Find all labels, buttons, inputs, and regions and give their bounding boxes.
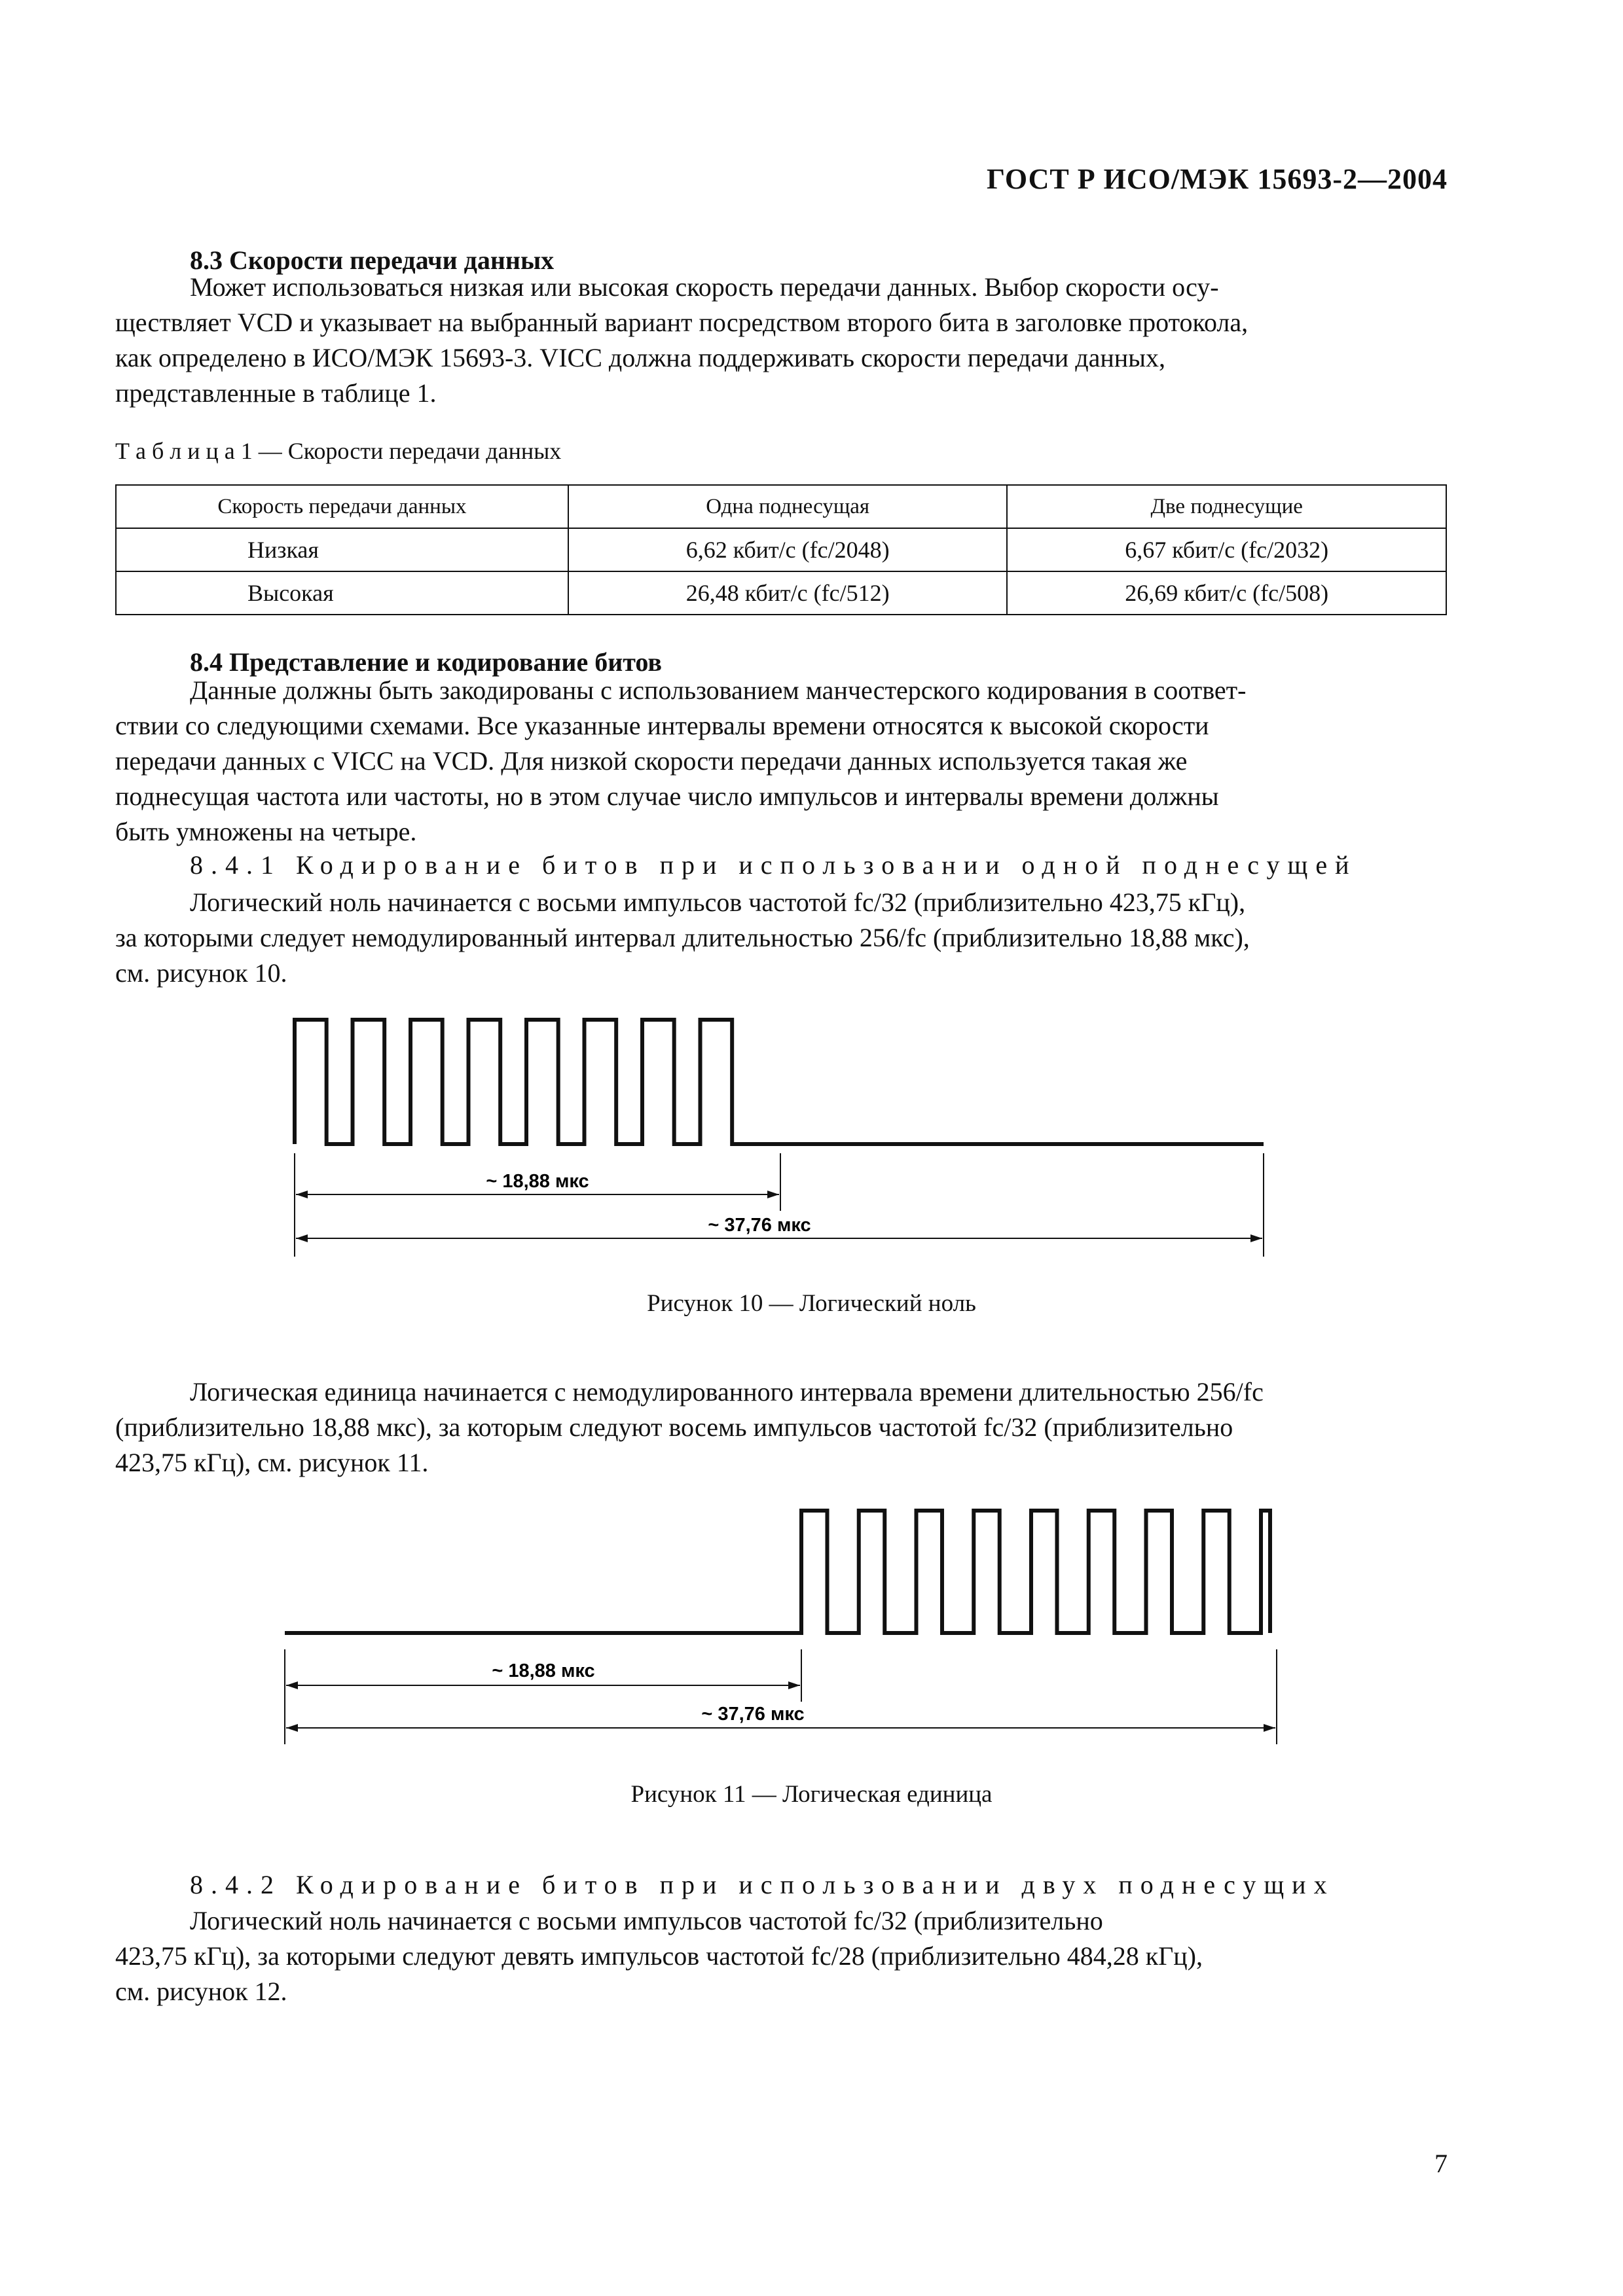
table-cell: Высокая (116, 571, 568, 615)
arrow-head (788, 1681, 800, 1689)
table-cell: 26,69 кбит/с (fc/508) (1007, 571, 1446, 615)
text-line: 423,75 кГц), за которыми следуют девять импульсов частотой fc/28 (приблизительно 484,28 кГц), (115, 1941, 1203, 1971)
figure-10-diagram (0, 982, 1623, 1283)
label-37-76-us: ~ 37,76 мкс (701, 1704, 805, 1725)
table-header-cell: Скорость передачи данных (116, 485, 568, 528)
table-cell: 26,48 кбит/с (fc/512) (568, 571, 1008, 615)
text-line: ствии со следующими схемами. Все указанные интервалы времени относятся к высокой скорости (115, 711, 1209, 740)
text-line: Логическая единица начинается с немодулированного интервала времени длительностью 256/fc (190, 1377, 1264, 1407)
arrow-head (286, 1681, 298, 1689)
text-line: передачи данных с VICC на VCD. Для низкой скорости передачи данных используется такая же (115, 746, 1188, 776)
figure-11-diagram (0, 1486, 1623, 1774)
text-line: см. рисунок 12. (115, 1977, 287, 2006)
text-line: за которыми следует немодулированный интервал длительностью 256/fc (приблизительно 18,88 мкс), (115, 923, 1250, 952)
section-8-4-heading: 8.4 Представление и кодирование битов (190, 647, 662, 677)
text-line: Логический ноль начинается с восьми импульсов частотой fc/32 (приблизительно 423,75 кГц), (190, 888, 1246, 917)
arrow-head (767, 1191, 779, 1198)
text-line: ществляет VCD и указывает на выбранный вариант посредством второго бита в заголовке протокола, (115, 308, 1249, 337)
section-8-3-heading: 8.3 Скорости передачи данных (190, 245, 555, 275)
section-8-4-text (115, 673, 1447, 850)
arrow-head (296, 1191, 308, 1198)
table-cell: Низкая (116, 528, 568, 571)
section-8-3-text (115, 270, 1447, 411)
data-rate-table (115, 484, 1447, 615)
table-row (116, 528, 1446, 571)
text-line: Может использоваться низкая или высокая скорость передачи данных. Выбор скорости осу- (190, 272, 1219, 302)
section-8-4-2-text (115, 1903, 1447, 2009)
section-8-4-1-heading: 8.4.1 Кодирование битов при использовании одной поднесущей (190, 850, 1357, 880)
label-18-88-us: ~ 18,88 мкс (486, 1171, 589, 1192)
table-header-cell: Две поднесущие (1007, 485, 1446, 528)
logic-zero-waveform (295, 1020, 1264, 1144)
section-8-4-1-text (115, 885, 1447, 991)
table-cell: 6,67 кбит/с (fc/2032) (1007, 528, 1446, 571)
document-header: ГОСТ Р ИСО/МЭК 15693-2—2004 (986, 163, 1448, 195)
section-8-4-2-heading: 8.4.2 Кодирование битов при использовании двух поднесущих (190, 1870, 1335, 1899)
label-37-76-us: ~ 37,76 мкс (708, 1215, 811, 1236)
arrow-head (296, 1234, 308, 1242)
arrow-head (1250, 1234, 1262, 1242)
text-line: см. рисунок 10. (115, 958, 287, 988)
table-header-row (116, 485, 1446, 528)
text-line: Данные должны быть закодированы с использованием манчестерского кодирования в соответ- (190, 675, 1247, 705)
text-line: как определено в ИСО/МЭК 15693-3. VICC должна поддерживать скорости передачи данных, (115, 343, 1166, 372)
table-row (116, 571, 1446, 615)
figure-10-caption: Рисунок 10 — Логический ноль (647, 1290, 976, 1317)
table-caption: Т а б л и ц а 1 — Скорости передачи данных (115, 438, 562, 464)
table-header-cell: Одна поднесущая (568, 485, 1008, 528)
text-line: быть умножены на четыре. (115, 817, 417, 846)
table-cell: 6,62 кбит/с (fc/2048) (568, 528, 1008, 571)
logic-one-waveform (285, 1511, 1270, 1633)
page-number: 7 (1434, 2149, 1448, 2178)
label-18-88-us: ~ 18,88 мкс (492, 1660, 595, 1681)
logic-one-text (115, 1374, 1447, 1480)
text-line: поднесущая частота или частоты, но в этом случае число импульсов и интервалы времени должны (115, 781, 1219, 811)
text-line: 423,75 кГц), см. рисунок 11. (115, 1448, 429, 1477)
text-line: представленные в таблице 1. (115, 378, 437, 408)
arrow-head (286, 1724, 298, 1732)
text-line: Логический ноль начинается с восьми импульсов частотой fc/32 (приблизительно (190, 1906, 1103, 1935)
arrow-head (1264, 1724, 1275, 1732)
figure-11-caption: Рисунок 11 — Логическая единица (630, 1781, 993, 1808)
text-line: (приблизительно 18,88 мкс), за которым следуют восемь импульсов частотой fc/32 (приблизительно (115, 1412, 1233, 1442)
